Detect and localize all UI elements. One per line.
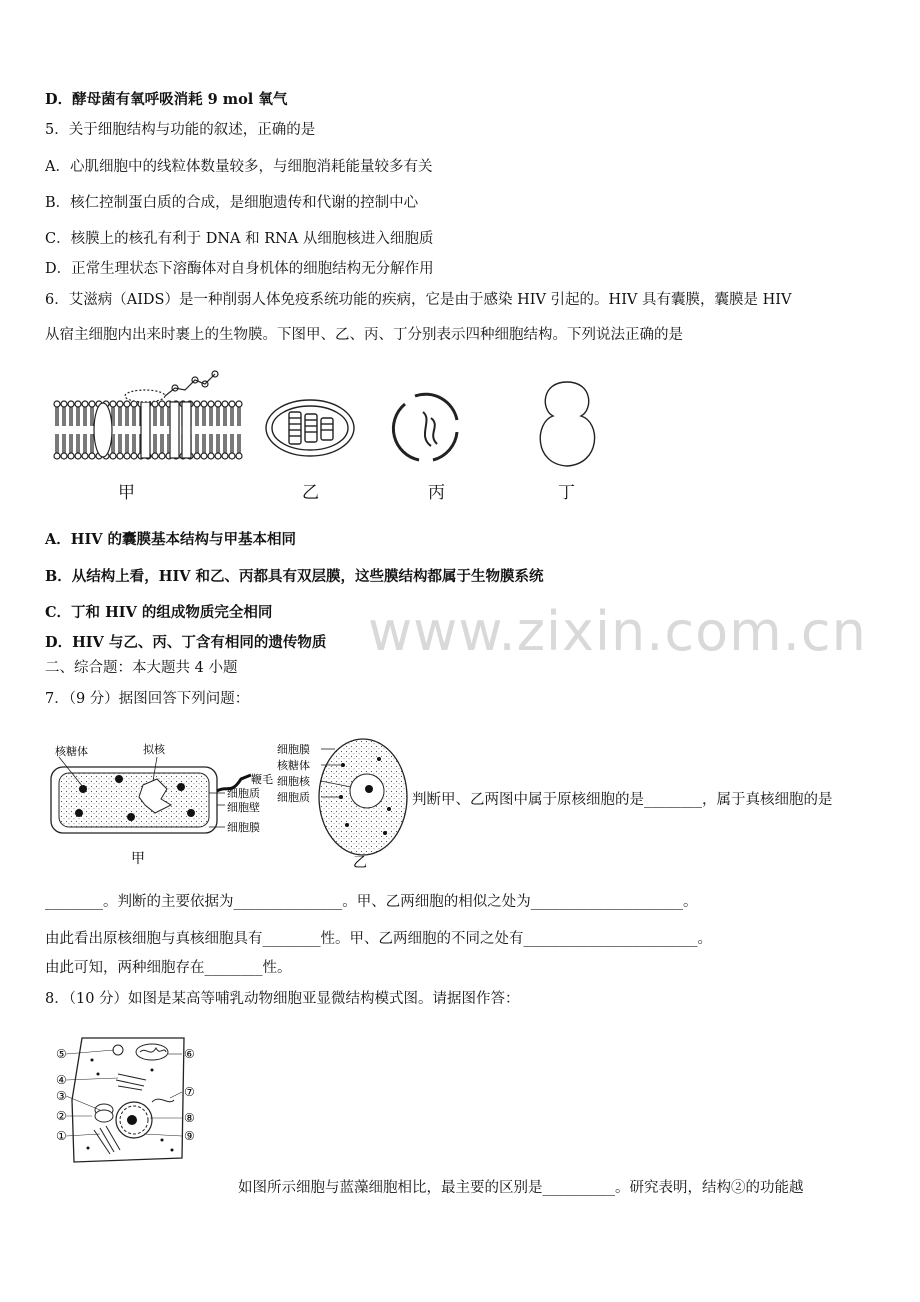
phospholipid-head bbox=[75, 453, 81, 459]
phospholipid-head bbox=[61, 453, 67, 459]
marker-5: ⑤ bbox=[56, 1047, 67, 1061]
phospholipid-head bbox=[124, 453, 130, 459]
phospholipid-head bbox=[54, 453, 60, 459]
phospholipid-head bbox=[159, 401, 165, 407]
label-cytoplasm-yi: 细胞质 bbox=[277, 791, 310, 804]
label-ribosome-jia: 核糖体 bbox=[55, 745, 88, 758]
phospholipid-head bbox=[215, 453, 221, 459]
q7-question-line1: 判断甲、乙两图中属于原核细胞的是________，属于真核细胞的是 bbox=[412, 792, 833, 808]
phospholipid-head bbox=[75, 401, 81, 407]
phospholipid-head bbox=[215, 401, 221, 407]
q6-option-b: B．从结构上看，HIV 和乙、丙都具有双层膜，这些膜结构都属于生物膜系统 bbox=[45, 568, 544, 585]
q7-question-line3: 由此看出原核细胞与真核细胞具有________性。甲、乙两细胞的不同之处有________________________。 bbox=[45, 931, 712, 947]
phospholipid-head bbox=[201, 401, 207, 407]
phospholipid-tail bbox=[70, 434, 72, 453]
fig-name-jia: 甲 bbox=[131, 851, 145, 867]
phospholipid-head bbox=[208, 401, 214, 407]
fig-label-bing: 丙 bbox=[428, 483, 445, 503]
q7-question-line2: ________。判断的主要依据为_______________。甲、乙两细胞的相似之处为_____________________。 bbox=[45, 894, 698, 910]
fig-label-yi: 乙 bbox=[302, 483, 319, 503]
q7-stem: 7．（9 分）据图回答下列问题： bbox=[45, 691, 250, 707]
phospholipid-head bbox=[110, 453, 116, 459]
phospholipid-head bbox=[152, 401, 158, 407]
phospholipid-tail bbox=[119, 434, 121, 453]
q5-option-c: C．核膜上的核孔有利于 DNA 和 RNA 从细胞核进入细胞质 bbox=[45, 231, 434, 247]
phospholipid-tail bbox=[84, 434, 86, 453]
phospholipid-head bbox=[82, 453, 88, 459]
phospholipid-head bbox=[201, 453, 207, 459]
phospholipid-head bbox=[152, 453, 158, 459]
phospholipid-head bbox=[229, 401, 235, 407]
phospholipid-tail bbox=[77, 434, 79, 453]
phospholipid-head bbox=[194, 453, 200, 459]
phospholipid-tail bbox=[224, 434, 226, 453]
phospholipid-tail bbox=[91, 407, 93, 426]
phospholipid-tail bbox=[231, 434, 233, 453]
phospholipid-head bbox=[117, 453, 123, 459]
marker-2: ② bbox=[56, 1109, 67, 1123]
phospholipid-tail bbox=[238, 434, 240, 453]
phospholipid-tail bbox=[119, 407, 121, 426]
chloroplast-yi bbox=[266, 400, 354, 456]
phospholipid-tail bbox=[196, 407, 198, 426]
label-cell-wall: 细胞壁 bbox=[227, 801, 260, 814]
phospholipid-tail bbox=[154, 434, 156, 453]
phospholipid-head bbox=[89, 401, 95, 407]
phospholipid-head bbox=[131, 401, 137, 407]
phospholipid-tail bbox=[217, 434, 219, 453]
marker-7: ⑦ bbox=[184, 1085, 195, 1099]
marker-1: ① bbox=[56, 1129, 67, 1143]
phospholipid-tail bbox=[210, 407, 212, 426]
phospholipid-tail bbox=[161, 434, 163, 453]
phospholipid-head bbox=[89, 453, 95, 459]
phospholipid-head bbox=[82, 401, 88, 407]
fig-label-jia: 甲 bbox=[118, 483, 135, 503]
phospholipid-head bbox=[222, 453, 228, 459]
q5-option-d: D．正常生理状态下溶酶体对自身机体的细胞结构无分解作用 bbox=[45, 261, 434, 277]
q8-stem: 8．（10 分）如图是某高等哺乳动物细胞亚显微结构模式图。请据图作答： bbox=[45, 991, 520, 1007]
nucleus-bing bbox=[393, 394, 457, 460]
phospholipid-head bbox=[229, 453, 235, 459]
q6-stem-line1: 6．艾滋病（AIDS）是一种削弱人体免疫系统功能的疾病，它是由于感染 HIV 引起的。HIV 具有囊膜，囊膜是 HIV bbox=[45, 292, 792, 308]
phospholipid-tail bbox=[84, 407, 86, 426]
q7-figure bbox=[45, 735, 410, 875]
phospholipid-tail bbox=[203, 434, 205, 453]
section-2-heading: 二、综合题：本大题共 4 小题 bbox=[45, 660, 238, 676]
phospholipid-head bbox=[61, 401, 67, 407]
label-membrane-jia: 细胞膜 bbox=[227, 821, 260, 834]
phospholipid-tail bbox=[161, 407, 163, 426]
phospholipid-tail bbox=[63, 434, 65, 453]
phospholipid-head bbox=[110, 401, 116, 407]
eukaryote-cell-yi bbox=[277, 739, 407, 871]
phospholipid-tail bbox=[217, 407, 219, 426]
fig-name-yi: 乙 bbox=[353, 855, 367, 871]
phospholipid-head bbox=[236, 401, 242, 407]
phospholipid-head bbox=[117, 401, 123, 407]
marker-4: ④ bbox=[56, 1073, 67, 1087]
phospholipid-head bbox=[159, 453, 165, 459]
phospholipid-tail bbox=[91, 434, 93, 453]
marker-8: ⑧ bbox=[184, 1111, 195, 1125]
phospholipid-tail bbox=[203, 407, 205, 426]
q5-option-a: A．心肌细胞中的线粒体数量较多，与细胞消耗能量较多有关 bbox=[45, 159, 433, 175]
label-ribosome-yi: 核糖体 bbox=[277, 759, 310, 772]
phospholipid-tail bbox=[238, 407, 240, 426]
phospholipid-tail bbox=[210, 434, 212, 453]
phospholipid-head bbox=[208, 453, 214, 459]
phospholipid-tail bbox=[77, 407, 79, 426]
marker-3: ③ bbox=[56, 1089, 67, 1103]
q4-option-d: D．酵母菌有氧呼吸消耗 9 mol 氧气 bbox=[45, 91, 288, 108]
phospholipid-tail bbox=[133, 434, 135, 453]
prokaryote-cell-jia bbox=[51, 742, 273, 867]
watermark: www.zixin.com.cn bbox=[368, 600, 867, 663]
marker-9: ⑨ bbox=[184, 1129, 195, 1143]
phospholipid-head bbox=[68, 401, 74, 407]
q6-option-a: A．HIV 的囊膜基本结构与甲基本相同 bbox=[45, 531, 297, 548]
phospholipid-tail bbox=[70, 407, 72, 426]
label-cytoplasm-jia: 细胞质 bbox=[227, 787, 260, 800]
q8-question-line1: 如图所示细胞与蓝藻细胞相比，最主要的区别是__________。研究表明，结构②的功能越 bbox=[238, 1180, 804, 1196]
vesicle-ding bbox=[540, 382, 594, 466]
phospholipid-tail bbox=[231, 407, 233, 426]
q6-option-c: C．丁和 HIV 的组成物质完全相同 bbox=[45, 604, 273, 621]
q5-stem: 5．关于细胞结构与功能的叙述，正确的是 bbox=[45, 122, 316, 138]
phospholipid-tail bbox=[56, 434, 58, 453]
phospholipid-tail bbox=[63, 407, 65, 426]
fig-label-ding: 丁 bbox=[558, 483, 575, 503]
phospholipid-head bbox=[131, 453, 137, 459]
phospholipid-head bbox=[124, 401, 130, 407]
phospholipid-head bbox=[54, 401, 60, 407]
phospholipid-head bbox=[222, 401, 228, 407]
label-flagellum: 鞭毛 bbox=[251, 773, 273, 786]
label-nucleus-yi: 细胞核 bbox=[277, 775, 310, 788]
phospholipid-tail bbox=[126, 434, 128, 453]
label-membrane-yi: 细胞膜 bbox=[277, 743, 310, 756]
membrane-structure-jia bbox=[54, 371, 242, 459]
q7-question-line4: 由此可知，两种细胞存在________性。 bbox=[45, 960, 292, 976]
phospholipid-tail bbox=[133, 407, 135, 426]
q8-cell-figure bbox=[52, 1030, 202, 1170]
marker-6: ⑥ bbox=[184, 1047, 195, 1061]
phospholipid-tail bbox=[154, 407, 156, 426]
q6-stem-line2: 从宿主细胞内出来时裹上的生物膜。下图甲、乙、丙、丁分别表示四种细胞结构。下列说法正确的是 bbox=[45, 327, 683, 343]
phospholipid-head bbox=[68, 453, 74, 459]
phospholipid-tail bbox=[224, 407, 226, 426]
phospholipid-tail bbox=[56, 407, 58, 426]
label-nucleoid: 拟核 bbox=[143, 743, 165, 756]
q5-option-b: B．核仁控制蛋白质的合成，是细胞遗传和代谢的控制中心 bbox=[45, 195, 419, 211]
phospholipid-head bbox=[236, 453, 242, 459]
phospholipid-head bbox=[194, 401, 200, 407]
phospholipid-tail bbox=[196, 434, 198, 453]
q6-option-d: D．HIV 与乙、丙、丁含有相同的遗传物质 bbox=[45, 634, 327, 651]
phospholipid-tail bbox=[126, 407, 128, 426]
